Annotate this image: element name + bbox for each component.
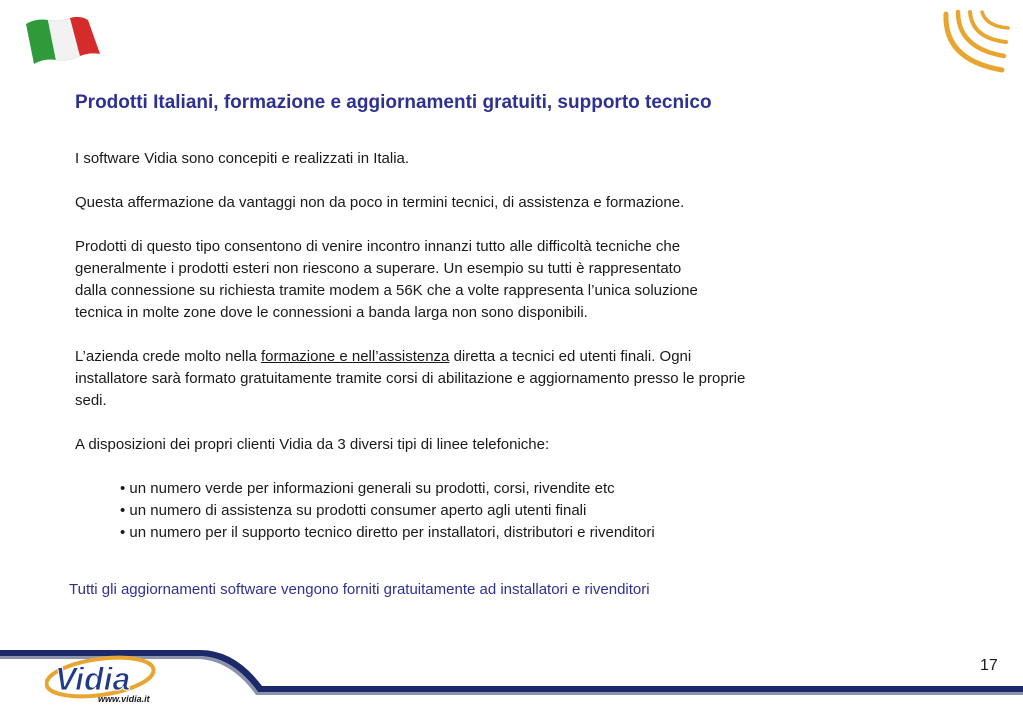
paragraph-phone-lines: A disposizioni dei propri clienti Vidia da 3 diversi tipi di linee telefoniche: [75,436,550,453]
phone-lines-list [75,478,935,544]
footer-note: Tutti gli aggiornamenti software vengono forniti gratuitamente ad installatori e rivenditori [69,581,650,598]
logo-text: Vidia [55,661,131,697]
list-item: • un numero per il supporto tecnico diretto per installatori, distributori e rivenditori [120,524,655,541]
paragraph-line: installatore sarà formato gratuitamente tramite corsi di abilitazione e aggiornamento presso le proprie [75,370,746,387]
paragraph-advantages: Questa affermazione da vantaggi non da poco in termini tecnici, di assistenza e formazione. [75,194,685,211]
logo-url: www.vidia.it [98,694,150,704]
italian-flag-icon [22,16,104,68]
training-link[interactable]: formazione e nell’assistenza [260,348,450,365]
list-item: • un numero verde per informazioni generali su prodotti, corsi, rivendite etc [120,480,615,497]
signal-waves-icon [938,8,1014,78]
paragraph-technical-difficulties [75,236,935,324]
paragraph-line: sedi. [75,392,107,409]
body-text [75,148,935,544]
slide-title: Prodotti Italiani, formazione e aggiornamenti gratuiti, supporto tecnico [75,92,712,113]
paragraph-made-in-italy: I software Vidia sono concepiti e realizzati in Italia. [75,150,410,167]
paragraph-text: diretta a tecnici ed utenti finali. Ogni [449,348,692,365]
paragraph-training [75,346,935,412]
page-number: 17 [980,657,998,674]
paragraph-line: tecnica in molte zone dove le connessioni a banda larga non sono disponibili. [75,304,588,321]
paragraph-line: generalmente i prodotti esteri non riescono a superare. Un esempio su tutti è rappresentato [75,260,682,277]
list-item: • un numero di assistenza su prodotti consumer aperto agli utenti finali [120,502,587,519]
paragraph-line: dalla connessione su richiesta tramite modem a 56K che a volte rappresenta l’unica soluzione [75,282,698,299]
paragraph-text: L’azienda crede molto nella [75,348,261,365]
paragraph-line: Prodotti di questo tipo consentono di venire incontro innanzi tutto alle difficoltà tecniche che [75,238,681,255]
